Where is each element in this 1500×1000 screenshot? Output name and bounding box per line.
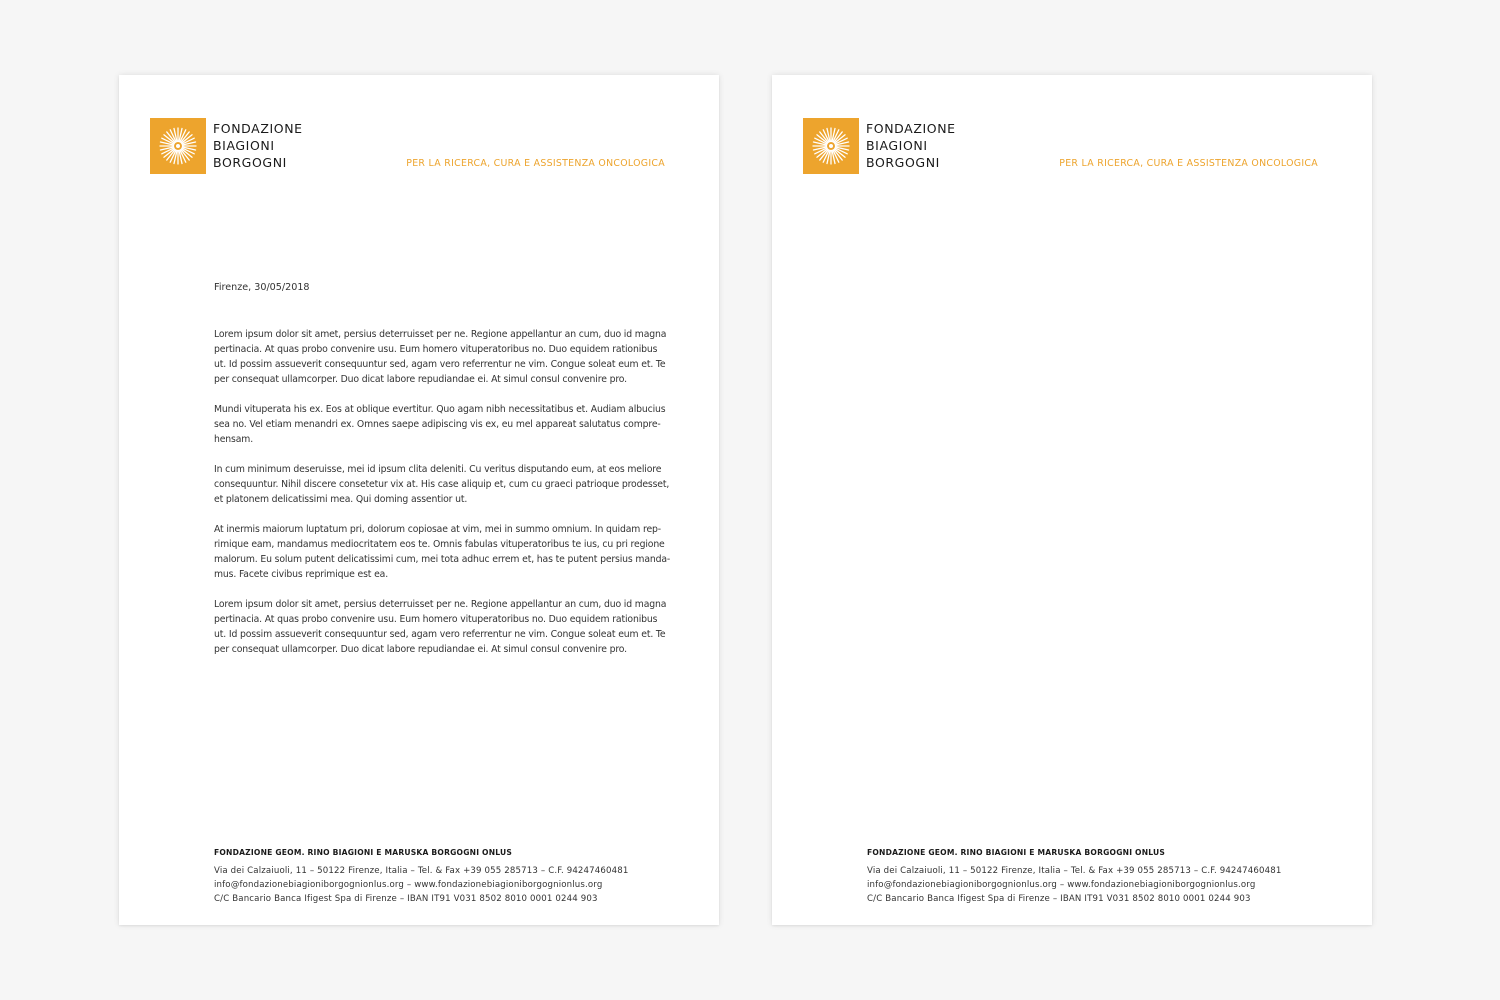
- paragraph-line: pertinacia. At quas probo convenire usu. Eum homero vituperatoribus no. Duo equidem rationibus: [214, 614, 658, 625]
- sunburst-center: [829, 144, 833, 148]
- paragraph-line: hensam.: [214, 434, 254, 445]
- letterhead-sheet-blank: [772, 75, 1372, 925]
- paragraph-line: ut. Id possim assueverit consequuntur sed, agam vero referrentur ne vim. Congue soleat eum et. Te: [214, 359, 666, 370]
- letterhead-sheet-with-letter: [119, 75, 719, 925]
- footer-org-name: FONDAZIONE GEOM. RINO BIAGIONI E MARUSKA BORGOGNI ONLUS: [214, 848, 513, 857]
- footer-org-name: FONDAZIONE GEOM. RINO BIAGIONI E MARUSKA BORGOGNI ONLUS: [867, 848, 1166, 857]
- paragraph-line: ut. Id possim assueverit consequuntur sed, agam vero referrentur ne vim. Congue soleat eum et. Te: [214, 629, 666, 640]
- brand-name-line-3: BORGOGNI: [866, 155, 940, 170]
- sunburst-center: [176, 144, 180, 148]
- footer-address: Via dei Calzaiuoli, 11 – 50122 Firenze, Italia – Tel. & Fax +39 055 285713 – C.F. 94247460481: [214, 866, 629, 876]
- letter-paragraph: [214, 402, 670, 447]
- letter-body: [214, 327, 670, 672]
- paragraph-line: rimique eam, mandamus mediocritatem eos te. Omnis fabulas vituperatoribus te ius, cu pri regione: [214, 539, 665, 550]
- footer-bank: C/C Bancario Banca Ifigest Spa di Firenze – IBAN IT91 V031 8502 8010 0001 0244 903: [214, 894, 598, 904]
- brand-tagline: PER LA RICERCA, CURA E ASSISTENZA ONCOLOGICA: [406, 158, 665, 169]
- paragraph-line: Lorem ipsum dolor sit amet, persius deterruisset per ne. Regione appellantur an cum, duo id magna: [214, 599, 667, 610]
- sunburst-icon: [803, 118, 859, 174]
- footer-contacts: info@fondazionebiagioniborgognionlus.org – www.fondazionebiagioniborgognionlus.org: [214, 880, 603, 890]
- brand-name: [866, 120, 996, 171]
- brand-name-line-2: BIAGIONI: [213, 138, 275, 153]
- letter-paragraph: [214, 462, 670, 507]
- paragraph-line: mus. Facete civibus reprimique est ea.: [214, 569, 389, 580]
- paragraph-line: Mundi vituperata his ex. Eos at oblique evertitur. Quo agam nibh necessitatibus et. Audiam albucius: [214, 404, 666, 415]
- footer-bank: C/C Bancario Banca Ifigest Spa di Firenze – IBAN IT91 V031 8502 8010 0001 0244 903: [867, 894, 1251, 904]
- paragraph-line: per consequat ullamcorper. Duo dicat labore repudiandae ei. At simul consul convenire pro.: [214, 644, 627, 655]
- brand-name-line-2: BIAGIONI: [866, 138, 928, 153]
- letterhead-footer: [867, 848, 1282, 906]
- letterhead-footer: [214, 848, 629, 906]
- paragraph-line: In cum minimum deseruisse, mei id ipsum clita deleniti. Cu veritus disputando eum, at eos meliore: [214, 464, 662, 475]
- paragraph-line: malorum. Eu solum putent delicatissimi cum, mei tota adhuc errem et, has te putent persius manda-: [214, 554, 671, 565]
- letter-paragraph: [214, 522, 670, 582]
- brand-name-line-1: FONDAZIONE: [866, 121, 956, 136]
- paragraph-line: pertinacia. At quas probo convenire usu. Eum homero vituperatoribus no. Duo equidem rationibus: [214, 344, 658, 355]
- brand-name-line-1: FONDAZIONE: [213, 121, 303, 136]
- paragraph-line: sea no. Vel etiam menandri ex. Omnes saepe adipiscing vis ex, eu mel appareat salutatus compre-: [214, 419, 661, 430]
- brand-name-line-3: BORGOGNI: [213, 155, 287, 170]
- footer-contacts: info@fondazionebiagioniborgognionlus.org – www.fondazionebiagioniborgognionlus.org: [867, 880, 1256, 890]
- brand-tagline: PER LA RICERCA, CURA E ASSISTENZA ONCOLOGICA: [1059, 158, 1318, 169]
- letter-date: Firenze, 30/05/2018: [214, 282, 310, 293]
- letter-paragraph: [214, 597, 670, 657]
- brand-name: [213, 120, 343, 171]
- sunburst-icon: [150, 118, 206, 174]
- paragraph-line: per consequat ullamcorper. Duo dicat labore repudiandae ei. At simul consul convenire pro.: [214, 374, 627, 385]
- letter-paragraph: [214, 327, 670, 387]
- paragraph-line: et platonem delicatissimi mea. Qui doming assentior ut.: [214, 494, 468, 505]
- paragraph-line: Lorem ipsum dolor sit amet, persius deterruisset per ne. Regione appellantur an cum, duo id magna: [214, 329, 667, 340]
- paragraph-line: At inermis maiorum luptatum pri, dolorum copiosae at vim, mei in summo omnium. In quidam rep-: [214, 524, 661, 535]
- footer-address: Via dei Calzaiuoli, 11 – 50122 Firenze, Italia – Tel. & Fax +39 055 285713 – C.F. 94247460481: [867, 866, 1282, 876]
- paragraph-line: consequuntur. Nihil discere consetetur vix at. His case aliquip et, cum cu graeci patrioque prodesset,: [214, 479, 670, 490]
